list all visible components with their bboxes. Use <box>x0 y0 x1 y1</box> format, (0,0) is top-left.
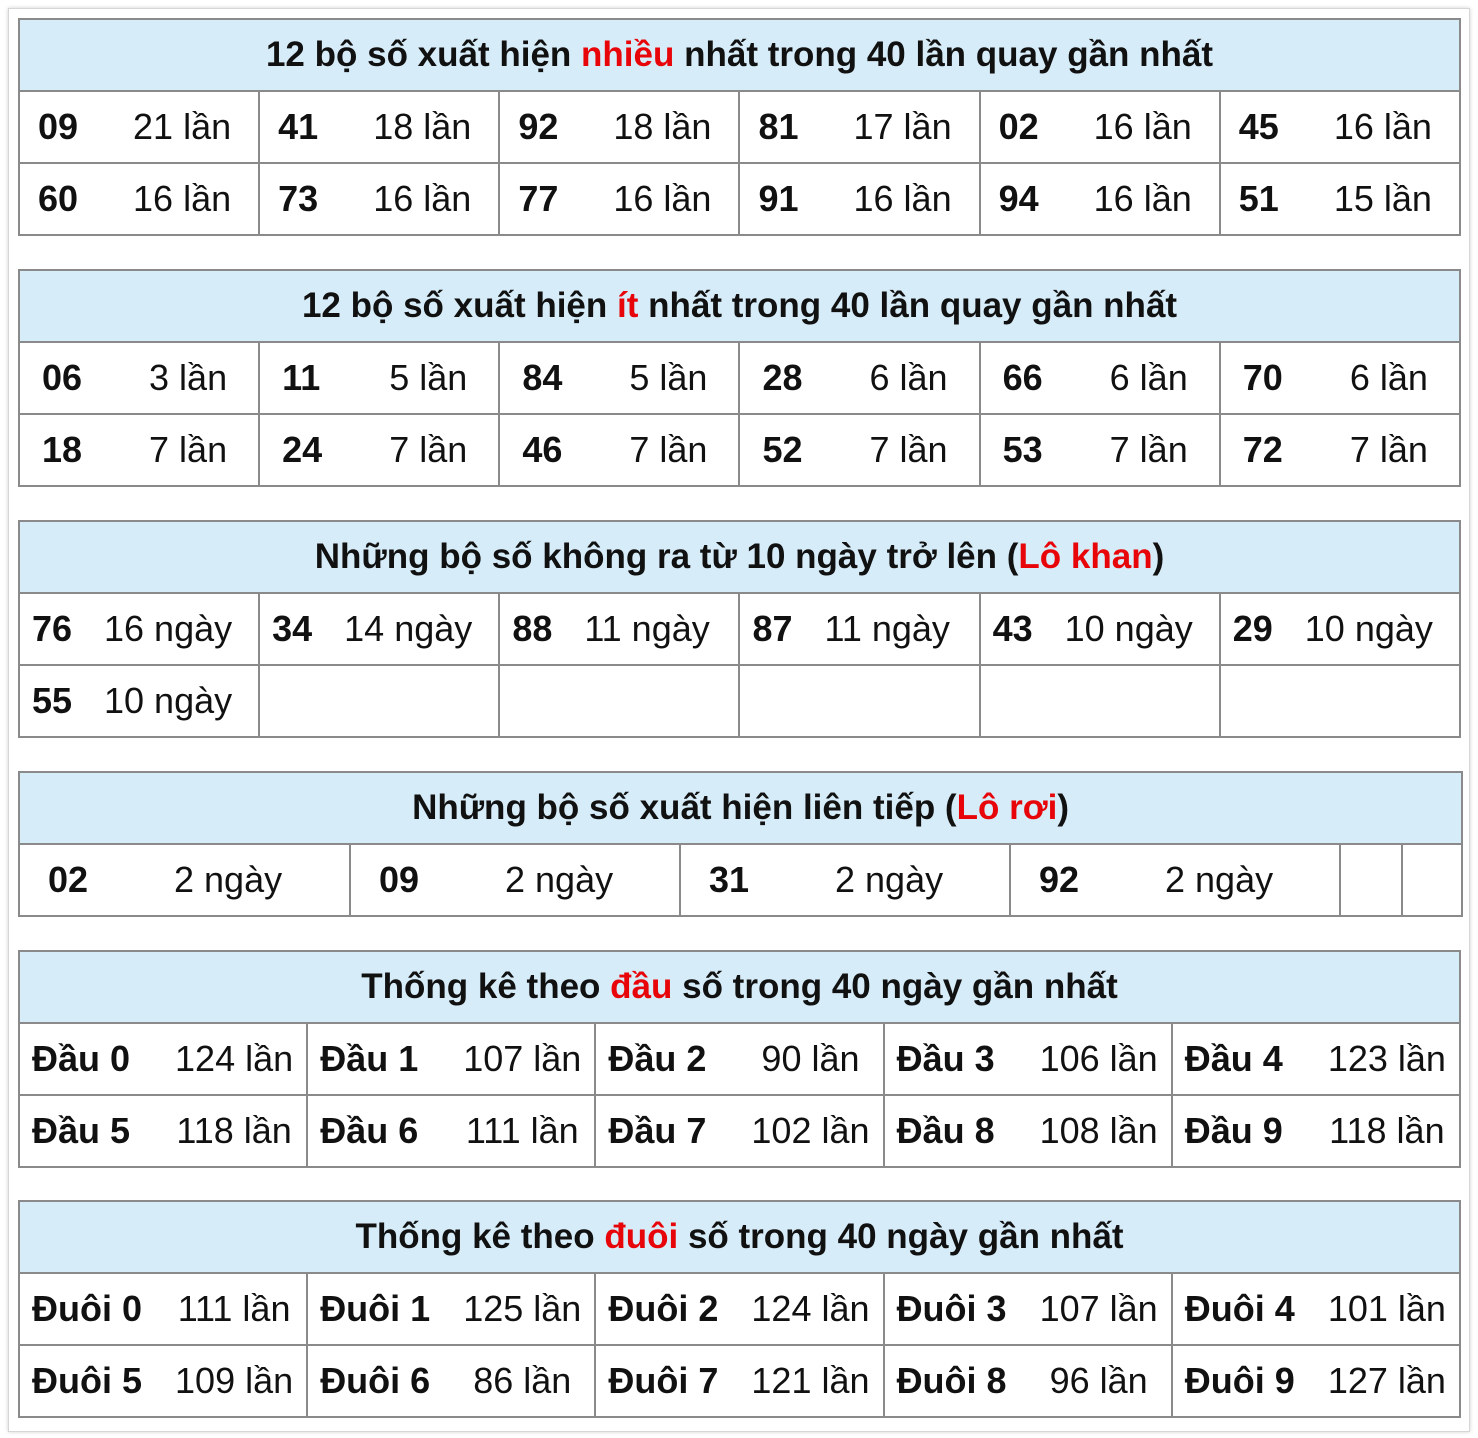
lottery-number: 29 <box>1232 608 1273 649</box>
lottery-number: 70 <box>1242 357 1283 398</box>
lottery-number: 84 <box>522 357 563 398</box>
lottery-number: 02 <box>48 859 89 900</box>
stat-cell <box>499 593 739 665</box>
stat-cell <box>499 414 739 486</box>
dau-stats-title: Thống kê theo đầu số trong 40 ngày gần nhất <box>19 951 1460 1023</box>
lottery-number: 81 <box>758 106 799 147</box>
lottery-number: 53 <box>1002 429 1043 470</box>
occurrence-count: 3 lần <box>149 357 228 398</box>
stat-cell <box>1172 1273 1460 1345</box>
empty-cell <box>499 665 739 737</box>
occurrence-count: 108 lần <box>1039 1110 1158 1151</box>
occurrence-count: 7 lần <box>389 429 468 470</box>
occurrence-count: 101 lần <box>1327 1288 1446 1329</box>
stat-cell <box>1220 414 1460 486</box>
duoi-stats-table <box>18 1200 1461 1418</box>
occurrence-count: 6 lần <box>1349 357 1428 398</box>
occurrence-count: 16 lần <box>373 178 472 219</box>
consecutive-days: 2 ngày <box>505 859 614 900</box>
least-frequent-table <box>18 269 1461 487</box>
occurrence-count: 18 lần <box>613 106 712 147</box>
tail-digit-label: Đuôi 7 <box>608 1360 719 1401</box>
lottery-number: 92 <box>518 106 559 147</box>
tail-digit-label: Đuôi 2 <box>608 1288 719 1329</box>
lottery-number: 73 <box>278 178 319 219</box>
stat-cell <box>884 1095 1172 1167</box>
lottery-number: 09 <box>379 859 420 900</box>
stat-cell <box>595 1273 883 1345</box>
consecutive-days: 2 ngày <box>174 859 283 900</box>
tail-digit-label: Đuôi 4 <box>1184 1288 1295 1329</box>
empty-cell <box>980 665 1220 737</box>
stat-cell <box>19 342 259 414</box>
consecutive-days: 2 ngày <box>835 859 944 900</box>
stat-cell <box>739 593 979 665</box>
lottery-number: 77 <box>518 178 559 219</box>
empty-cell <box>1220 665 1460 737</box>
stat-cell <box>739 342 979 414</box>
occurrence-count: 7 lần <box>629 429 708 470</box>
stat-cell <box>19 1095 307 1167</box>
days-absent: 14 ngày <box>344 608 473 649</box>
occurrence-count: 5 lần <box>629 357 708 398</box>
tail-digit-label: Đuôi 3 <box>896 1288 1007 1329</box>
occurrence-count: 18 lần <box>373 106 472 147</box>
occurrence-count: 16 lần <box>613 178 712 219</box>
stat-cell <box>259 342 499 414</box>
head-digit-label: Đầu 1 <box>320 1038 419 1079</box>
occurrence-count: 7 lần <box>869 429 948 470</box>
head-digit-label: Đầu 2 <box>608 1038 707 1079</box>
stat-cell <box>980 163 1220 235</box>
occurrence-count: 121 lần <box>751 1360 870 1401</box>
occurrence-count: 16 lần <box>853 178 952 219</box>
head-digit-label: Đầu 9 <box>1184 1110 1283 1151</box>
stat-cell <box>1220 163 1460 235</box>
lottery-number: 18 <box>42 429 83 470</box>
stat-cell <box>739 414 979 486</box>
stat-cell <box>1220 593 1460 665</box>
head-digit-label: Đầu 8 <box>896 1110 995 1151</box>
stat-cell <box>19 844 350 916</box>
stat-cell <box>1010 844 1340 916</box>
head-digit-label: Đầu 0 <box>32 1038 131 1079</box>
stat-cell <box>499 342 739 414</box>
lottery-number: 87 <box>752 608 793 649</box>
occurrence-count: 111 lần <box>465 1110 579 1151</box>
head-digit-label: Đầu 5 <box>32 1110 131 1151</box>
stat-cell <box>307 1095 595 1167</box>
occurrence-count: 16 lần <box>133 178 232 219</box>
lottery-number: 76 <box>32 608 73 649</box>
occurrence-count: 127 lần <box>1327 1360 1446 1401</box>
empty-cell <box>259 665 499 737</box>
lottery-number: 51 <box>1238 178 1279 219</box>
occurrence-count: 124 lần <box>175 1038 294 1079</box>
stat-cell <box>595 1345 883 1417</box>
stat-cell <box>499 91 739 163</box>
stat-cell <box>739 163 979 235</box>
lottery-number: 52 <box>762 429 803 470</box>
most-frequent-table <box>18 18 1461 236</box>
stat-cell <box>884 1273 1172 1345</box>
occurrence-count: 16 lần <box>1333 106 1432 147</box>
days-absent: 11 ngày <box>824 608 950 649</box>
consecutive-days: 2 ngày <box>1165 859 1274 900</box>
stat-cell <box>19 414 259 486</box>
head-digit-label: Đầu 7 <box>608 1110 707 1151</box>
occurrence-count: 6 lần <box>869 357 948 398</box>
occurrence-count: 7 lần <box>149 429 228 470</box>
occurrence-count: 102 lần <box>751 1110 870 1151</box>
stat-cell <box>884 1023 1172 1095</box>
lottery-number: 02 <box>998 106 1039 147</box>
lottery-number: 94 <box>998 178 1039 219</box>
stat-cell <box>307 1023 595 1095</box>
occurrence-count: 16 lần <box>1093 178 1192 219</box>
lottery-number: 92 <box>1039 859 1080 900</box>
occurrence-count: 111 lần <box>177 1288 291 1329</box>
stat-cell <box>307 1345 595 1417</box>
stat-cell <box>19 1345 307 1417</box>
lottery-number: 91 <box>758 178 799 219</box>
occurrence-count: 86 lần <box>473 1360 572 1401</box>
occurrence-count: 123 lần <box>1327 1038 1446 1079</box>
stat-cell <box>884 1345 1172 1417</box>
stat-cell <box>19 593 259 665</box>
stat-cell <box>259 593 499 665</box>
lottery-number: 88 <box>512 608 553 649</box>
lottery-number: 45 <box>1238 106 1279 147</box>
lottery-number: 28 <box>762 357 803 398</box>
empty-cell <box>1340 844 1402 916</box>
occurrence-count: 96 lần <box>1049 1360 1148 1401</box>
stat-cell <box>350 844 680 916</box>
tail-digit-label: Đuôi 6 <box>320 1360 431 1401</box>
lottery-number: 60 <box>38 178 79 219</box>
lo-roi-table <box>18 771 1463 917</box>
stat-cell <box>595 1023 883 1095</box>
occurrence-count: 125 lần <box>463 1288 582 1329</box>
stat-cell <box>680 844 1010 916</box>
lottery-number: 46 <box>522 429 563 470</box>
stat-cell <box>19 1023 307 1095</box>
lottery-number: 41 <box>278 106 319 147</box>
stat-cell <box>980 414 1220 486</box>
stat-cell <box>980 91 1220 163</box>
days-absent: 10 ngày <box>104 680 233 721</box>
lo-roi-title: Những bộ số xuất hiện liên tiếp (Lô rơi) <box>19 772 1462 844</box>
lo-khan-table <box>18 520 1461 738</box>
stat-cell <box>1220 91 1460 163</box>
occurrence-count: 7 lần <box>1349 429 1428 470</box>
occurrence-count: 17 lần <box>853 106 952 147</box>
stat-cell <box>980 342 1220 414</box>
stat-cell <box>980 593 1220 665</box>
lottery-number: 66 <box>1002 357 1043 398</box>
stat-cell <box>499 163 739 235</box>
tail-digit-label: Đuôi 1 <box>320 1288 431 1329</box>
occurrence-count: 106 lần <box>1039 1038 1158 1079</box>
lo-khan-title: Những bộ số không ra từ 10 ngày trở lên (Lô khan) <box>19 521 1460 593</box>
stat-cell <box>259 91 499 163</box>
stat-cell <box>19 665 259 737</box>
empty-cell <box>1402 844 1462 916</box>
occurrence-count: 109 lần <box>175 1360 294 1401</box>
stat-cell <box>595 1095 883 1167</box>
head-digit-label: Đầu 3 <box>896 1038 995 1079</box>
stat-cell <box>19 163 259 235</box>
occurrence-count: 118 lần <box>176 1110 292 1151</box>
stat-cell <box>1220 342 1460 414</box>
stat-cell <box>1172 1345 1460 1417</box>
duoi-stats-title: Thống kê theo đuôi số trong 40 ngày gần nhất <box>19 1201 1460 1273</box>
days-absent: 16 ngày <box>104 608 233 649</box>
occurrence-count: 6 lần <box>1109 357 1188 398</box>
stat-cell <box>259 414 499 486</box>
occurrence-count: 16 lần <box>1093 106 1192 147</box>
stat-cell <box>1172 1023 1460 1095</box>
lottery-number: 09 <box>38 106 79 147</box>
days-absent: 11 ngày <box>584 608 710 649</box>
occurrence-count: 107 lần <box>1039 1288 1158 1329</box>
stat-cell <box>739 91 979 163</box>
days-absent: 10 ngày <box>1304 608 1433 649</box>
occurrence-count: 5 lần <box>389 357 468 398</box>
dau-stats-table <box>18 950 1461 1168</box>
most-frequent-title: 12 bộ số xuất hiện nhiều nhất trong 40 lần quay gần nhất <box>19 19 1460 91</box>
lottery-number: 55 <box>32 680 73 721</box>
occurrence-count: 124 lần <box>751 1288 870 1329</box>
lottery-number: 24 <box>282 429 323 470</box>
tail-digit-label: Đuôi 0 <box>32 1288 143 1329</box>
stat-cell <box>19 1273 307 1345</box>
lottery-number: 11 <box>282 357 321 398</box>
lottery-number: 31 <box>709 859 750 900</box>
occurrence-count: 107 lần <box>463 1038 582 1079</box>
occurrence-count: 90 lần <box>761 1038 860 1079</box>
least-frequent-title: 12 bộ số xuất hiện ít nhất trong 40 lần quay gần nhất <box>19 270 1460 342</box>
head-digit-label: Đầu 4 <box>1184 1038 1283 1079</box>
days-absent: 10 ngày <box>1064 608 1193 649</box>
lottery-number: 34 <box>272 608 313 649</box>
occurrence-count: 7 lần <box>1109 429 1188 470</box>
stat-cell <box>19 91 259 163</box>
stat-cell <box>307 1273 595 1345</box>
occurrence-count: 21 lần <box>133 106 232 147</box>
occurrence-count: 15 lần <box>1333 178 1432 219</box>
stat-cell <box>1172 1095 1460 1167</box>
head-digit-label: Đầu 6 <box>320 1110 419 1151</box>
empty-cell <box>739 665 979 737</box>
lottery-number: 72 <box>1242 429 1283 470</box>
tail-digit-label: Đuôi 9 <box>1184 1360 1295 1401</box>
tail-digit-label: Đuôi 5 <box>32 1360 143 1401</box>
occurrence-count: 118 lần <box>1329 1110 1445 1151</box>
lottery-number: 06 <box>42 357 83 398</box>
lottery-number: 43 <box>992 608 1033 649</box>
stat-cell <box>259 163 499 235</box>
tail-digit-label: Đuôi 8 <box>896 1360 1007 1401</box>
